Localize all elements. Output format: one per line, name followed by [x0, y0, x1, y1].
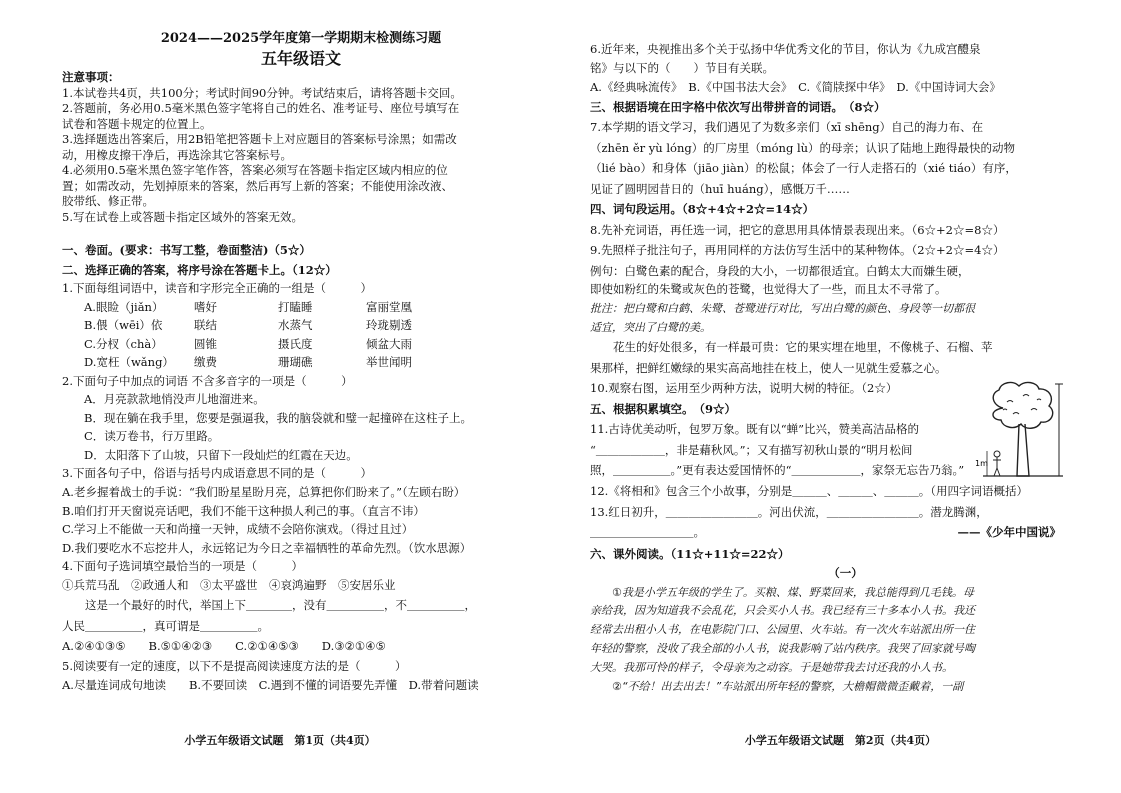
question-4: 4.下面句子选词填空最恰当的一项是（ ） — [62, 559, 303, 574]
q3-option-d: D.我们要吃水不忘挖井人，永远铭记为今日之幸福牺牲的革命先烈。（饮水思源） — [62, 540, 472, 555]
q7-line: 见证了圆明园昔日的（huī huáng），感慨万千…… — [590, 181, 850, 196]
page-2 — [560, 0, 1121, 793]
question-9: 9.先照样子批注句子，再用同样的方法仿写生活中的某种物体。（2☆+2☆=4☆） — [590, 243, 1005, 258]
note-line: 置；如需改动，先划掉原来的答案，然后再写上新的答案；不能使用涂改液、 — [62, 178, 453, 193]
question-11: 11.古诗优美动听，包罗万象。既有以“蝉”比兴，赞美高洁品格的 — [590, 422, 920, 437]
q1-option-d: D.宽枉（wǎng） 缴费 珊瑚礁 举世闻明 — [84, 355, 412, 370]
q2-option-c: C．读万卷书，行万里路。 — [84, 429, 220, 444]
section-4: 四、词句段运用。（8☆+4☆+2☆=14☆） — [590, 202, 815, 217]
q2-option-d: D．太阳落下了山坡，只留下一段灿烂的红霞在天边。 — [84, 447, 358, 462]
q7-line: （zhēn ěr yù lóng）的厂房里（móng lù）的母亲；认识了陆地上跑得最快的动物 — [590, 140, 1016, 155]
q7-line: （lié bào）和身体（jiāo jiàn）的松鼠；体会了一行人走搭石的（xié tiáo）有序， — [590, 161, 1017, 176]
tree-illustration — [973, 380, 1073, 485]
q1-option-b: B.偎（wēi）依 联结 水蒸气 玲珑剔透 — [84, 318, 412, 333]
q2-option-a: A．月亮款款地悄没声儿地溜进来。 — [84, 392, 265, 407]
question-11-cont2: 照，＿＿＿＿＿。”更有表达爱国情怀的“＿＿＿＿＿＿，家祭无忘告乃翁。” — [590, 463, 965, 478]
q4-word-list: ①兵荒马乱 ②政通人和 ③太平盛世 ④哀鸿遍野 ⑤安居乐业 — [62, 577, 396, 592]
reading-line: 年轻的警察，没收了我全部的小人书，说我影响了站内秩序。我哭了回家就号啕 — [590, 642, 975, 656]
tree-icon — [983, 382, 1063, 476]
reading-line: 大哭。我那可怜的样子，令母亲为之动容。于是她带我去讨还我的小人书。 — [590, 660, 953, 674]
q1-option-a: A.眼睑（jiǎn） 嗜好 打瞌睡 富丽堂凰 — [84, 299, 412, 314]
question-12: 12.《将相和》包含三个小故事，分别是＿＿＿、＿＿＿、＿＿＿。（用四字词语概括） — [590, 484, 1029, 498]
q3-option-c: C.学习上不能做一天和尚撞一天钟，成绩不会陪你演戏。（得过且过） — [62, 522, 414, 537]
page-footer: 小学五年级语文试题 第2页（共4页） — [744, 734, 937, 748]
q4-sentence: 这是一个最好的时代，举国上下＿＿＿＿，没有＿＿＿＿＿，不＿＿＿＿＿， — [62, 598, 476, 613]
note-line: 1.本试卷共4页，共100分；考试时间90分钟。考试结束后，请将答题卡交回。 — [62, 85, 462, 100]
note-line: 2.答题前，务必用0.5毫米黑色签字笔将自己的姓名、准考证号、座位号填写在 — [62, 101, 460, 116]
question-6-cont: 铭》与以下的（ ）节目有关联。 — [590, 60, 774, 75]
section-2: 二、选择正确的答案，将序号涂在答题卡上。（12☆） — [62, 262, 337, 277]
question-3: 3.下面各句子中，俗语与括号内成语意思不同的是（ ） — [62, 466, 372, 481]
question-13: 13.红日初升，＿＿＿＿＿＿＿＿。河出伏流，＿＿＿＿＿＿＿＿。潜龙腾渊， — [590, 504, 988, 519]
note-line: 试卷和答题卡规定的位置上。 — [62, 116, 212, 131]
question-2: 2.下面句子中加点的词语 不含多音字的一项是（ ） — [62, 373, 353, 388]
q3-option-b: B.咱们打开天窗说亮话吧，我们不能干这种损人利己的事。（直言不讳） — [62, 503, 425, 518]
note-line: 4.必须用0.5毫米黑色签字笔作答，答案必须写在答题卡指定区域内相应的位 — [62, 163, 448, 178]
page-footer: 小学五年级语文试题 第1页（共4页） — [184, 734, 376, 748]
reading-line: ②“不给！出去出去！”车站派出所年轻的警察，大檐帽微微歪戴着，一副 — [590, 679, 964, 693]
q9-text: 花生的好处很多，有一样最可贵：它的果实埋在地里，不像桃子、石榴、苹 — [590, 340, 993, 355]
q7-line: 7.本学期的语文学习，我们遇见了为数多亲们（xī shēng）自己的海力布、在 — [590, 120, 984, 135]
q4-sentence-cont: 人民＿＿＿＿＿，真可谓是＿＿＿＿＿。 — [62, 618, 269, 633]
notes-title: 注意事项： — [62, 70, 120, 85]
q3-option-a: A.老乡握着战士的手说：“我们盼星星盼月亮，总算把你们盼来了。”（左顾右盼） — [62, 485, 466, 499]
section-6: 六、课外阅读。（11☆+11☆=22☆） — [590, 546, 790, 561]
q13-source: ——《少年中国说》 — [957, 525, 1061, 540]
reading-line: 亲给我，因为知道我不会乱花，只会买小人书。我已经有三十多本小人书。我还 — [590, 604, 975, 618]
question-6: 6.近年来，央视推出多个关于弘扬中华优秀文化的节目，你认为《九成宫醴泉 — [590, 42, 981, 56]
reading-title: （一） — [828, 566, 863, 581]
question-8: 8.先补充词语，再任选一词，把它的意思用具体情景表现出来。（6☆+2☆=8☆） — [590, 222, 1005, 237]
q9-annotation-cont: 适宜，突出了白鹭的美。 — [590, 320, 711, 334]
reading-line: 经常去出租小人书，在电影院门口、公园里、火车站。有一次火车站派出所一住 — [590, 623, 975, 637]
q6-options: A.《经典咏流传》 B.《中国书法大会》 C.《简牍探中华》 D.《中国诗词大会》 — [590, 80, 1001, 95]
question-10: 10.观察右图，运用至少两种方法，说明大树的特征。（2☆） — [590, 381, 898, 396]
question-13-cont: ＿＿＿＿＿＿＿＿＿。 — [590, 525, 705, 540]
note-line: 5.写在试卷上或答题卡指定区域外的答案无效。 — [62, 209, 303, 224]
q9-example: 例句：白鹭色素的配合，身段的大小，一切都很适宜。白鹤太大而嫌生硬， — [590, 263, 970, 278]
q9-annotation: 批注：把白鹭和白鹤、朱鹭、苍鹭进行对比，写出白鹭的颜色、身段等一切都很 — [590, 301, 975, 315]
question-11-cont: “＿＿＿＿＿＿，非是藉秋风。”；又有描写初秋山景的“明月松间 — [590, 442, 913, 457]
tree-scale-label: 1m — [975, 459, 988, 468]
note-line: 动，用橡皮擦干净后，再选涂其它答案标号。 — [62, 147, 292, 162]
note-line: 胶带纸、修正带。 — [62, 194, 154, 209]
section-3: 三、根据语境在田字格中依次写出带拼音的词语。 （8☆） — [590, 99, 886, 114]
exam-subtitle: 五年级语文 — [260, 48, 341, 68]
question-5: 5.阅读要有一定的速度，以下不是提高阅读速度方法的是（ ） — [62, 658, 407, 673]
person-icon — [987, 451, 1001, 476]
section-1: 一、卷面。(要求：书写工整，卷面整洁)（5☆） — [62, 243, 311, 258]
note-line: 3.选择题选出答案后，用2B铅笔把答题卡上对应题目的答案标号涂黑；如需改 — [62, 132, 457, 147]
question-1: 1.下面每组词语中，读音和字形完全正确的一组是（ ） — [62, 281, 372, 296]
q2-option-b: B．现在躺在我手里，您要是强逼我，我的脑袋就和璧一起撞碎在这柱子上。 — [84, 410, 472, 425]
q9-example-cont: 即使如粉红的朱鹭或灰色的苍鹭，也觉得大了一些，而且太不寻常了。 — [590, 282, 947, 297]
exam-title: 2024——2025学年度第一学期期末检测练习题 — [160, 31, 442, 46]
page-1 — [0, 0, 560, 793]
reading-line: ①我是小学五年级的学生了。买粮、煤、野菜回来，我总能得到几毛钱。母 — [590, 585, 974, 599]
q9-text-cont: 果那样，把鲜红嫩绿的果实高高地挂在枝上，使人一见就生爱慕之心。 — [590, 360, 947, 375]
section-5: 五、根据积累填空。 （9☆） — [590, 401, 737, 416]
q4-options: A.②④①③⑤ B.⑤①④②③ C.②①④⑤③ D.③②①④⑤ — [62, 639, 386, 654]
q1-option-c: C.分杈（chà） 圆锥 摄氏度 倾盆大雨 — [84, 336, 412, 351]
q5-options: A.尽量连词成句地读 B.不要回读 C.遇到不懂的词语要先弄懂 D.带着问题读 — [62, 678, 479, 693]
